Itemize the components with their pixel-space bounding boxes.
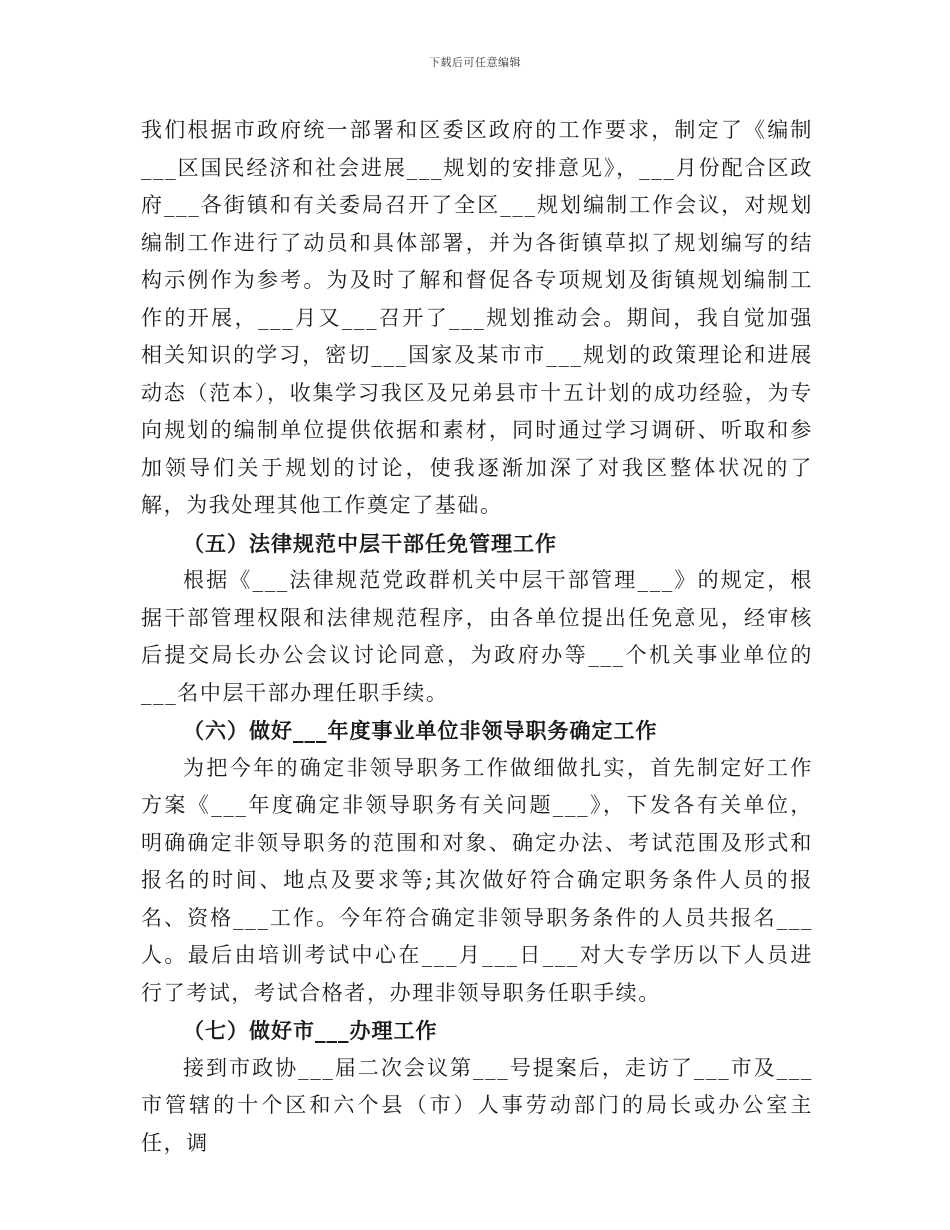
paragraph-cadre-appointment: 根据《___法律规范党政群机关中层干部管理___》的规定，根据干部管理权限和法律规范程序，由各单位提出任免意见，经审核后提交局长办公会议讨论同意，为政府办等___个机关事业单位的___名中层干部办理任职手续。 bbox=[141, 568, 813, 705]
section-heading-5: （五）法律规范中层干部任免管理工作 bbox=[183, 530, 557, 556]
page-header: 下载后可任意编辑 bbox=[429, 56, 521, 69]
document-body bbox=[141, 112, 813, 1162]
section-heading-7: （七）做好市___办理工作 bbox=[183, 1018, 438, 1043]
paragraph-proposal-handling: 接到市政协___届二次会议第___号提案后，走访了___市及___市管辖的十个区和六个县（市）人事劳动部门的局长或办公室主任，调 bbox=[141, 1055, 813, 1155]
section-heading-6: （六）做好___年度事业单位非领导职务确定工作 bbox=[183, 718, 658, 743]
paragraph-planning-work: 我们根据市政府统一部署和区委区政府的工作要求，制定了《编制___区国民经济和社会进展___规划的安排意见》，___月份配合区政府___各街镇和有关委局召开了全区___规划编制工作会议，对规划编制工作进行了动员和具体部署，并为各街镇草拟了规划编写的结构示例作为参考。为及时了解和督促各专项规划及街镇规划编制工作的开展，___月又___召开了___规划推动会。期间，我自觉加强相关知识的学习，密切___国家及某市市___规划的政策理论和进展动态（范本），收集学习我区及兄弟县市十五计划的成功经验，为专向规划的编制单位提供依据和素材，同时通过学习调研、听取和参加领导们关于规划的讨论，使我逐渐加深了对我区整体状况的了解，为我处理其他工作奠定了基础。 bbox=[141, 118, 813, 517]
paragraph-non-leadership-positions: 为把今年的确定非领导职务工作做细做扎实，首先制定好工作方案《___年度确定非领导职务有关问题___》，下发各有关单位，明确确定非领导职务的范围和对象、确定办法、考试范围及形式和报名的时间、地点及要求等;其次做好符合确定职务条件人员的报名、资格___工作。今年符合确定非领导职务条件的人员共报名___人。最后由培训考试中心在___月___日___对大专学历以下人员进行了考试，考试合格者，办理非领导职务任职手续。 bbox=[141, 755, 813, 1005]
